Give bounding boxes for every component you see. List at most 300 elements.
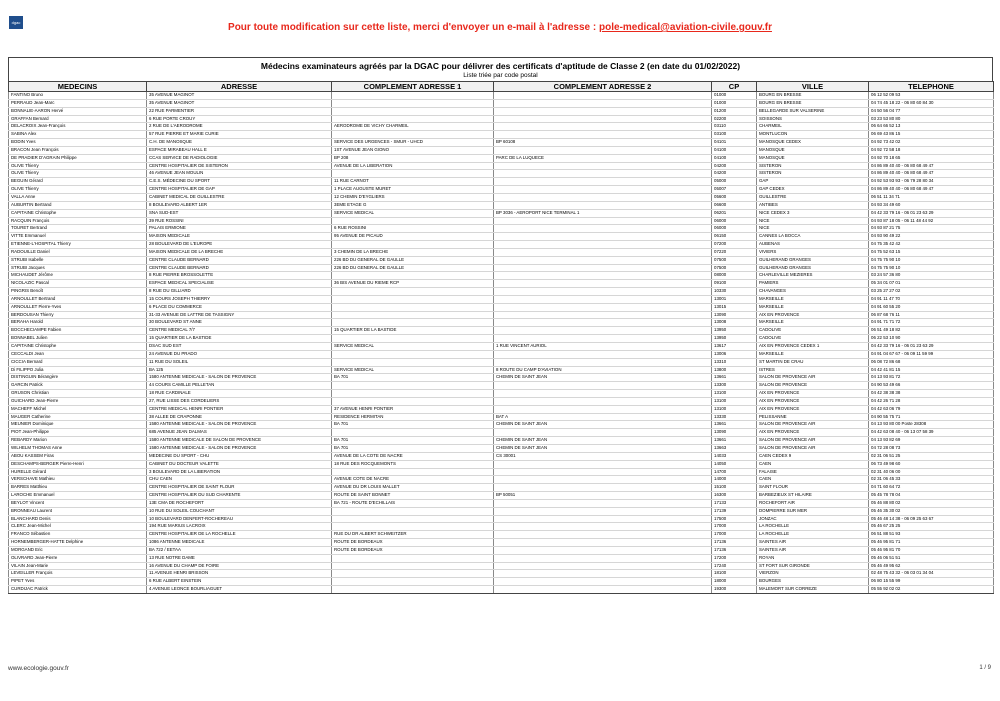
col-cp-cell: 13310	[712, 358, 757, 366]
col-adresse-cell: 13 RUE NOTRE DAME	[147, 554, 332, 562]
col-complement-1-cell: 37 AVENUE HENRI PONTIER	[332, 405, 494, 413]
col-cp-cell: 04200	[712, 170, 757, 178]
col-complement-2-cell	[494, 499, 712, 507]
col-cp-cell: 06600	[712, 201, 757, 209]
col-complement-2-cell: BP 60108	[494, 139, 712, 147]
col-cp-cell: 04100	[712, 154, 757, 162]
col-medecins-cell: BODIN Yves	[9, 139, 147, 147]
col-adresse-cell: CENTRE HOSPITALIER DE LA ROCHELLE	[147, 531, 332, 539]
col-medecins-cell: ARNOULLET Bertrand	[9, 295, 147, 303]
col-complement-1-cell: SERVICE MEDICAL	[332, 366, 494, 374]
col-cp-cell: 03100	[712, 131, 757, 139]
col-adresse-cell: 24 AVENUE DU PRADO	[147, 350, 332, 358]
col-cp-cell: 06000	[712, 225, 757, 233]
col-ville-cell: SALON DE PROVENCE AIR	[757, 421, 869, 429]
col-medecins-cell: Di FILIPPO Julia	[9, 366, 147, 374]
col-complement-1-cell: 1 PLACE AUGUSTE MURET	[332, 186, 494, 194]
col-medecins-cell: AUBURTIN Bertrand	[9, 201, 147, 209]
col-telephone-cell: 05 45 78 78 04	[869, 492, 994, 500]
col-ville-cell: NICE	[757, 217, 869, 225]
col-complement-2-cell	[494, 248, 712, 256]
col-telephone-cell: 04 13 93 82 69	[869, 437, 994, 445]
col-cp-cell: 07200	[712, 241, 757, 249]
col-cp-cell: 01000	[712, 92, 757, 100]
col-medecins-cell: RADOUILLE Daniel	[9, 248, 147, 256]
col-adresse-cell: BA 722 / EETAA	[147, 546, 332, 554]
table-row	[9, 92, 994, 100]
col-telephone-cell: 06 12 52 09 53	[869, 92, 994, 100]
modification-notice	[0, 22, 1000, 33]
col-telephone-cell: 04 93 87 18 05 - 06 11 48 44 92	[869, 217, 994, 225]
col-adresse-cell: 28 BOULEVARD DE L'EUROPE	[147, 241, 332, 249]
col-complement-1-cell: 11 RUE CARNOT	[332, 178, 494, 186]
col-adresse-cell: C.E.S. MÉDECINE DU SPORT	[147, 178, 332, 186]
col-complement-2-cell	[494, 162, 712, 170]
col-telephone-cell: 04 91 71 71 72	[869, 319, 994, 327]
col-ville-cell: ST FORT SUR GIRONDE	[757, 562, 869, 570]
col-complement-2-cell: CHEMIN DE SAINT JEAN	[494, 421, 712, 429]
col-ville-cell: CHAVANGES	[757, 288, 869, 296]
col-telephone-cell: 04 93 34 49 60	[869, 201, 994, 209]
col-adresse-cell: C.H. DE MANOSQUE	[147, 139, 332, 147]
col-telephone-cell: 04 90 53 49 66	[869, 382, 994, 390]
col-ville-cell: PAMIERS	[757, 280, 869, 288]
col-complement-1-cell	[332, 358, 494, 366]
col-telephone-cell: 06 08 72 86 68	[869, 358, 994, 366]
col-cp-cell: 07500	[712, 256, 757, 264]
col-medecins-cell: BEGUIN Gérard	[9, 178, 147, 186]
col-complement-1-cell	[332, 303, 494, 311]
footer-page-number: 1 / 9	[979, 665, 991, 671]
col-medecins-header: MEDECINS	[9, 82, 147, 92]
table-row	[9, 531, 994, 539]
col-complement-2-cell	[494, 390, 712, 398]
col-cp-cell: 13617	[712, 343, 757, 351]
col-ville-cell: MONTLUCON	[757, 131, 869, 139]
table-row	[9, 546, 994, 554]
col-adresse-cell: CENTRE MEDICAL 7/7	[147, 327, 332, 335]
col-medecins-cell: BONNALIE-AARON Hervé	[9, 107, 147, 115]
col-complement-1-cell: AVENUE COTE DE NACRE	[332, 476, 494, 484]
col-adresse-cell: BA 125	[147, 366, 332, 374]
col-medecins-cell: BRONNEAU Laurent	[9, 507, 147, 515]
col-complement-1-cell	[332, 170, 494, 178]
col-adresse-cell: 6 RUE ALBERT EINSTEIN	[147, 578, 332, 586]
table-row	[9, 397, 994, 405]
col-ville-cell: MANOSQUE CEDEX	[757, 139, 869, 147]
col-complement-1-cell	[332, 382, 494, 390]
col-ville-cell: MARSEILLE	[757, 319, 869, 327]
col-complement-2-cell	[494, 92, 712, 100]
col-telephone-cell: 04 42 33 79 16 - 06 01 23 63 29	[869, 209, 994, 217]
col-adresse-cell: PALAIS ERMIONE	[147, 225, 332, 233]
col-ville-cell: SALON DE PROVENCE	[757, 382, 869, 390]
col-medecins-cell: LEVEILLER François	[9, 570, 147, 578]
table-row	[9, 358, 994, 366]
col-adresse-cell: 10 BOULEVARD DENFERT-ROCHEREAU	[147, 515, 332, 523]
col-medecins-cell: OLIVE Thierry	[9, 186, 147, 194]
col-adresse-cell: 38 ALLEE DE CRAPONNE	[147, 413, 332, 421]
table-row	[9, 311, 994, 319]
col-complement-2-cell	[494, 531, 712, 539]
col-telephone-cell: 04 13 93 80 00 Poste 28308	[869, 421, 994, 429]
col-cp-cell: 17200	[712, 554, 757, 562]
col-cp-cell: 13100	[712, 390, 757, 398]
col-complement-2-cell	[494, 397, 712, 405]
col-telephone-cell: 05 46 88 80 02	[869, 499, 994, 507]
col-complement-2-cell	[494, 303, 712, 311]
table-row	[9, 303, 994, 311]
col-complement-1-cell	[332, 515, 494, 523]
col-complement-1-cell	[332, 288, 494, 296]
col-complement-1-cell: AVENUE DE LA COTE DE NACRE	[332, 452, 494, 460]
table-row	[9, 280, 994, 288]
table-row	[9, 452, 994, 460]
col-medecins-cell: CLERC Jean-Michel	[9, 523, 147, 531]
col-medecins-cell: REBARDY Marion	[9, 437, 147, 445]
col-ville-cell: BARBEZIEUX ST HILAIRE	[757, 492, 869, 500]
col-complement-1-cell: ROUTE DE SAINT BONNET	[332, 492, 494, 500]
col-medecins-cell: GRAFFAN Bernard	[9, 115, 147, 123]
col-cp-cell: 19300	[712, 586, 757, 594]
col-medecins-cell: VITTE Emmanuel	[9, 233, 147, 241]
col-complement-2-cell	[494, 570, 712, 578]
col-medecins-cell: BOCCHECIAMPE Fabien	[9, 327, 147, 335]
col-ville-header: VILLE	[757, 82, 869, 92]
col-complement-2-cell	[494, 217, 712, 225]
col-complement-1-cell: AERODROME DE VICHY CHARMEIL	[332, 123, 494, 131]
col-adresse-cell: 1086 ANTENNE MEDICALE	[147, 539, 332, 547]
col-medecins-cell: OLIVE Thierry	[9, 162, 147, 170]
col-adresse-cell: 35 AVENUE MAGINOT	[147, 99, 332, 107]
col-complement-1-cell	[332, 507, 494, 515]
col-medecins-cell: ABOU KASSEM Firas	[9, 452, 147, 460]
col-cp-cell: 01200	[712, 107, 757, 115]
col-telephone-cell: 02 31 06 51 25	[869, 452, 994, 460]
col-telephone-cell: 05 46 95 81 70	[869, 546, 994, 554]
table-row	[9, 139, 994, 147]
col-complement-1-cell	[332, 523, 494, 531]
col-adresse-cell: 11 RUE DU SOLEIL	[147, 358, 332, 366]
col-cp-cell: 17133	[712, 499, 757, 507]
col-adresse-cell: 15 COURS JOSEPH THIERRY	[147, 295, 332, 303]
col-cp-cell: 17000	[712, 523, 757, 531]
table-body	[9, 92, 994, 594]
col-complement-2-cell	[494, 562, 712, 570]
col-complement-1-cell	[332, 99, 494, 107]
col-telephone-cell: 05 46 06 51 51	[869, 554, 994, 562]
col-ville-cell: GUILHERAND GRANGES	[757, 256, 869, 264]
col-complement-1-cell: ROUTE DE BORDEAUX	[332, 546, 494, 554]
col-complement-2-cell: PARC DE LA LUQUECE	[494, 154, 712, 162]
col-telephone-cell: 04 91 60 55 20	[869, 303, 994, 311]
col-medecins-cell: MICHAUDET Jérôme	[9, 272, 147, 280]
col-complement-2-cell	[494, 272, 712, 280]
col-ville-cell: AIX EN PROVENCE	[757, 311, 869, 319]
col-adresse-cell: 1580 ANTENNE MEDICALE DE SALON DE PROVENCE	[147, 437, 332, 445]
col-medecins-cell: DE PRADIER D'AGRAIN Philippe	[9, 154, 147, 162]
col-complement-1-cell: 95 AVENUE DE PICAUD	[332, 233, 494, 241]
col-complement-2-cell	[494, 146, 712, 154]
table-row	[9, 131, 994, 139]
col-medecins-cell: HURELLE Gérard	[9, 468, 147, 476]
col-cp-cell: 14033	[712, 452, 757, 460]
table-row	[9, 335, 994, 343]
table-row	[9, 586, 994, 594]
col-complement-1-cell	[332, 429, 494, 437]
col-complement-2-cell	[494, 484, 712, 492]
col-adresse-cell: ESPACE MIRABEAU HALL E	[147, 146, 332, 154]
col-medecins-cell: SABINA Alex	[9, 131, 147, 139]
table-row	[9, 241, 994, 249]
table-row	[9, 193, 994, 201]
document-title: Médecins examinateurs agréés par la DGAC pour délivrer des certificats d'aptitude de Classe 2 (en date du 01/02/2022)	[260, 61, 741, 71]
col-telephone-cell: 04 50 56 04 77	[869, 107, 994, 115]
table-row	[9, 217, 994, 225]
col-adresse-cell: 16 AVENUE DU CHAMP DE FOIRE	[147, 562, 332, 570]
col-adresse-cell: 11 AVENUE HENRI BRISSON	[147, 570, 332, 578]
col-cp-header: CP	[712, 82, 757, 92]
col-adresse-cell: 46 AVENUE JEAN MOULIN	[147, 170, 332, 178]
col-cp-cell: 13008	[712, 319, 757, 327]
col-ville-cell: VIVIERS	[757, 248, 869, 256]
col-adresse-cell: 39 RUE ROSSINI	[147, 217, 332, 225]
col-adresse-cell: 57 RUE PIERRE ET MARIE CURIE	[147, 131, 332, 139]
col-medecins-cell: LAROCHE Emmanuel	[9, 492, 147, 500]
col-complement-1-cell: 3 CHEMIN DE LA BRECHE	[332, 248, 494, 256]
col-telephone-cell: 04 92 72 58 18	[869, 146, 994, 154]
col-ville-cell: CHARMEIL	[757, 123, 869, 131]
col-cp-cell: 15100	[712, 484, 757, 492]
col-telephone-cell: 04 42 38 38 38	[869, 390, 994, 398]
col-complement-2-cell	[494, 311, 712, 319]
col-ville-cell: CAEN CEDEX 9	[757, 452, 869, 460]
col-medecins-cell: PERRAUD Jean-Marc	[9, 99, 147, 107]
col-ville-cell: ISTRES	[757, 366, 869, 374]
notice-email-link[interactable]: pole-medical@aviation-civile.gouv.fr	[599, 22, 772, 33]
col-complement-2-cell	[494, 295, 712, 303]
table-row	[9, 170, 994, 178]
col-complement-2-cell	[494, 507, 712, 515]
col-cp-cell: 13090	[712, 429, 757, 437]
col-medecins-cell: PIOT Jean-Philippe	[9, 429, 147, 437]
col-cp-cell: 13001	[712, 295, 757, 303]
table-row	[9, 343, 994, 351]
col-complement-1-cell	[332, 107, 494, 115]
col-cp-cell: 06150	[712, 233, 757, 241]
col-complement-2-cell	[494, 170, 712, 178]
col-complement-1-cell: RUE DU DR ALBERT SCHWEITZER	[332, 531, 494, 539]
col-complement-2-cell	[494, 539, 712, 547]
col-telephone-cell: 04 13 93 81 72	[869, 374, 994, 382]
col-adresse-cell: 8 RUE DU GILLIARD	[147, 288, 332, 296]
title-box	[8, 57, 993, 81]
footer-site: www.ecologie.gouv.fr	[8, 665, 69, 672]
col-complement-1-cell: 226 BD DU GENERAL DE GAULLE	[332, 256, 494, 264]
col-complement-2-cell	[494, 350, 712, 358]
col-ville-cell: AUBENAS	[757, 241, 869, 249]
col-cp-cell: 07220	[712, 248, 757, 256]
col-telephone-cell: 06 69 43 86 15	[869, 131, 994, 139]
col-adresse-cell: 6 PLACE DU COMMERCE	[147, 303, 332, 311]
col-ville-cell: CANNES LA BOCCA	[757, 233, 869, 241]
col-ville-cell: NICE CEDEX 3	[757, 209, 869, 217]
col-ville-cell: LA ROCHELLE	[757, 531, 869, 539]
table-row	[9, 225, 994, 233]
col-medecins-cell: STRUBI Jacques	[9, 264, 147, 272]
col-telephone-cell: 06 80 15 55 99	[869, 578, 994, 586]
col-medecins-cell: MEUNIER Dominique	[9, 421, 147, 429]
table-row	[9, 272, 994, 280]
col-telephone-cell: 06 51 11 34 71	[869, 193, 994, 201]
col-complement-2-cell: CS 30001	[494, 452, 712, 460]
col-cp-cell: 13663	[712, 444, 757, 452]
col-ville-cell: FALAISE	[757, 468, 869, 476]
col-complement-1-cell	[332, 319, 494, 327]
table-row	[9, 264, 994, 272]
col-complement-2-cell	[494, 193, 712, 201]
col-complement-2-cell	[494, 405, 712, 413]
col-medecins-cell: WILHELM THOMAS Anne	[9, 444, 147, 452]
col-cp-cell: 16300	[712, 492, 757, 500]
col-cp-cell: 13661	[712, 374, 757, 382]
col-telephone-cell: 04 42 26 71 28	[869, 397, 994, 405]
col-cp-cell: 17136	[712, 539, 757, 547]
col-telephone-cell: 06 51 88 51 93	[869, 531, 994, 539]
col-telephone-cell: 04 75 35 42 42	[869, 241, 994, 249]
table-row	[9, 178, 994, 186]
col-adresse-cell: 35 AVENUE MAGINOT	[147, 92, 332, 100]
col-complement-2-cell	[494, 186, 712, 194]
col-medecins-cell: OLIVRARD Jean-Pierre	[9, 554, 147, 562]
col-complement-2-cell	[494, 99, 712, 107]
col-cp-cell: 17500	[712, 515, 757, 523]
col-complement-2-cell	[494, 123, 712, 131]
col-complement-1-cell: ROUTE DE BORDEAUX	[332, 539, 494, 547]
col-ville-cell: MANOSQUE	[757, 154, 869, 162]
col-complement-2-cell	[494, 107, 712, 115]
col-complement-1-cell	[332, 562, 494, 570]
col-medecins-cell: CECCALDI Jean	[9, 350, 147, 358]
col-adresse-cell: 8 RUE PIERRE BROSSOLETTE	[147, 272, 332, 280]
table-row	[9, 146, 994, 154]
col-cp-cell: 13950	[712, 335, 757, 343]
col-ville-cell: ROCHEFORT AIR	[757, 499, 869, 507]
col-cp-cell: 13330	[712, 413, 757, 421]
table-row	[9, 248, 994, 256]
col-medecins-cell: BONNABEL Julien	[9, 335, 147, 343]
table-row	[9, 327, 994, 335]
col-adresse-cell: 15 QUARTIER DE LA BASTIDE	[147, 335, 332, 343]
col-ville-cell: AIX EN PROVENCE	[757, 429, 869, 437]
col-cp-cell: 07500	[712, 264, 757, 272]
col-cp-cell: 14700	[712, 468, 757, 476]
col-ville-cell: BELLEGARDE SUR VALSERINE	[757, 107, 869, 115]
col-medecins-cell: VERSCHAVE Mathieu	[9, 476, 147, 484]
col-complement-2-cell	[494, 578, 712, 586]
col-medecins-cell: GUICHARD Jean-Pierre	[9, 397, 147, 405]
col-telephone-cell: 02 48 75 43 32 - 06 03 01 34 04	[869, 570, 994, 578]
table-row	[9, 162, 994, 170]
col-complement-1-cell: 226 BD DU GENERAL DE GAULLE	[332, 264, 494, 272]
table-row	[9, 421, 994, 429]
col-ville-cell: CADOLIVE	[757, 335, 869, 343]
col-ville-cell: BOURG EN BRESSE	[757, 92, 869, 100]
doctor-table	[8, 81, 994, 594]
col-adresse-cell: 13E CMA DE ROCHEFORT	[147, 499, 332, 507]
col-adresse-cell: CENTRE HOSPITALIER DU SUD CHARENTE	[147, 492, 332, 500]
col-complement-2-cell	[494, 131, 712, 139]
col-complement-2-cell: BP 3036 - AEROPORT NICE TERMINAL 1	[494, 209, 712, 217]
col-telephone-cell: 03 23 53 80 80	[869, 115, 994, 123]
col-cp-cell: 05000	[712, 178, 757, 186]
col-medecins-cell: GRUSON Christian	[9, 390, 147, 398]
col-complement-2-cell	[494, 256, 712, 264]
col-telephone-cell: 06 64 66 52 13	[869, 123, 994, 131]
table-row	[9, 499, 994, 507]
col-telephone-cell: 04 92 73 42 02	[869, 139, 994, 147]
col-telephone-cell: 05 46 95 81 71	[869, 539, 994, 547]
col-medecins-cell: PIPET Yves	[9, 578, 147, 586]
col-adresse-cell: 685 AVENUE JEAN DALMAS	[147, 429, 332, 437]
col-medecins-cell: BRACON Jean François	[9, 146, 147, 154]
col-complement-2-cell	[494, 327, 712, 335]
col-telephone-cell: 05 34 01 07 01	[869, 280, 994, 288]
col-ville-cell: GUILHERAND GRANGES	[757, 264, 869, 272]
table-row	[9, 186, 994, 194]
col-medecins-cell: HORNEMBERGER-HATTE Delphine	[9, 539, 147, 547]
col-complement-1-cell: BA 701	[332, 444, 494, 452]
table-row	[9, 476, 994, 484]
col-adresse-cell: 1580 ANTENNE MEDICALE - SALON DE PROVENCE	[147, 444, 332, 452]
col-medecins-cell: CAPITAINE Christophe	[9, 343, 147, 351]
col-cp-cell: 17136	[712, 546, 757, 554]
col-telephone-cell: 06 73 49 98 60	[869, 460, 994, 468]
col-adresse-cell: ESPACE MEDICAL SPECIALISE	[147, 280, 332, 288]
col-ville-cell: SAINT FLOUR	[757, 484, 869, 492]
col-complement-1-cell: BA 701	[332, 421, 494, 429]
col-ville-cell: ANTIBES	[757, 201, 869, 209]
col-complement-2-cell	[494, 468, 712, 476]
col-telephone-cell: 05 55 92 02 02	[869, 586, 994, 594]
col-complement-1-cell	[332, 397, 494, 405]
col-cp-cell: 13661	[712, 437, 757, 445]
col-medecins-cell: CURDIJAC Patrick	[9, 586, 147, 594]
col-adresse-cell: CCAS SERVICE DE RADIOLOGIE	[147, 154, 332, 162]
table-row	[9, 115, 994, 123]
col-medecins-cell: RACQUIN François	[9, 217, 147, 225]
col-medecins-cell: DISTINGUIN Bérangère	[9, 374, 147, 382]
col-complement-2-cell: CHEMIN DE SAINT JEAN	[494, 444, 712, 452]
col-medecins-cell: MAUGER Catherine	[9, 413, 147, 421]
col-telephone-cell: 04 91 04 67 67 - 06 09 11 59 99	[869, 350, 994, 358]
col-adresse-cell: 4 AVENUE LEONCE BOURLIAGUET	[147, 586, 332, 594]
col-adresse-cell: CENTRE MEDICAL HENRI PONTIER	[147, 405, 332, 413]
col-adresse-cell: CABINET MEDICAL DE GUILLESTRE	[147, 193, 332, 201]
col-ville-cell: MALEMORT SUR CORREZE	[757, 586, 869, 594]
col-complement-1-cell: SERVICE MEDICAL	[332, 209, 494, 217]
col-cp-cell: 08000	[712, 272, 757, 280]
col-ville-cell: SISTERON	[757, 170, 869, 178]
col-complement-1-cell: BA 701	[332, 374, 494, 382]
col-telephone-cell: 04 72 28 08 73	[869, 444, 994, 452]
table-row	[9, 209, 994, 217]
col-complement-2-header: COMPLEMENT ADRESSE 2	[494, 82, 712, 92]
col-complement-1-cell: 1ST AVENUE JEAN GIONO	[332, 146, 494, 154]
col-complement-1-cell	[332, 390, 494, 398]
col-complement-1-header: COMPLEMENT ADRESSE 1	[332, 82, 494, 92]
col-ville-cell: SAINTES AIR	[757, 546, 869, 554]
